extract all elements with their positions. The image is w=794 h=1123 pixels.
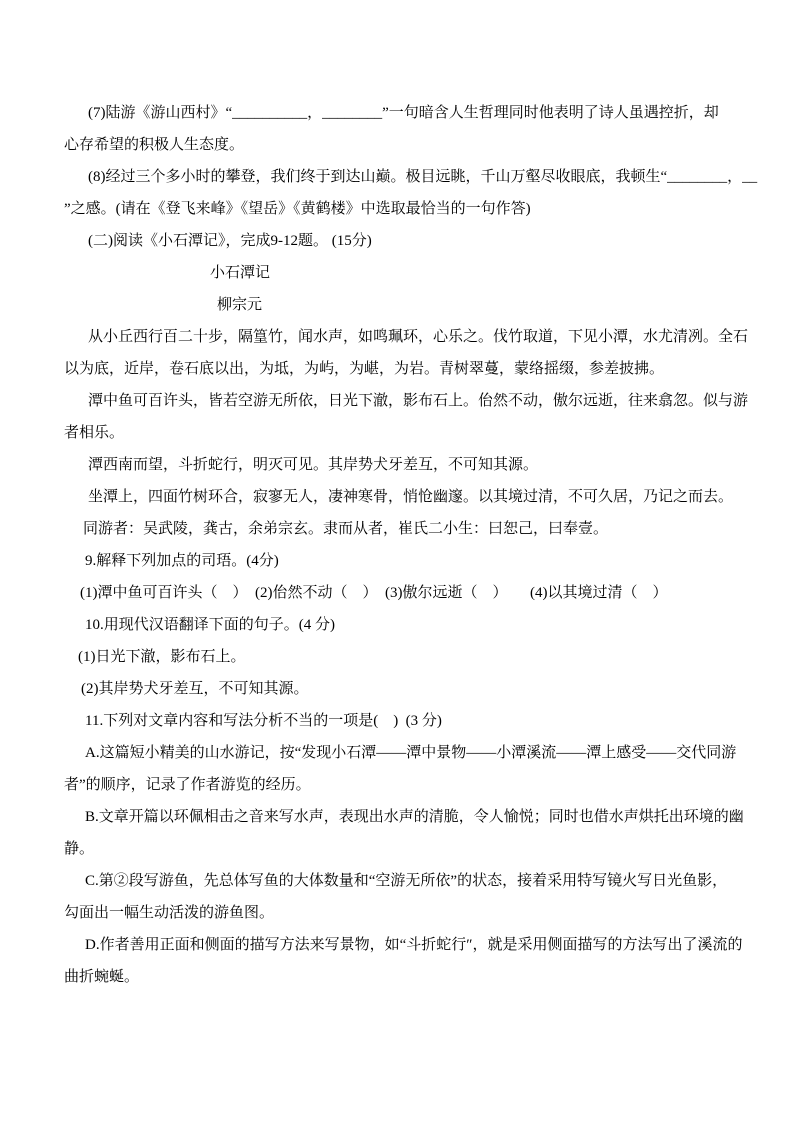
q10-item-1: (1)日光下澈，影布石上。: [78, 649, 246, 665]
q11-option-c-line-2: 勾面出一幅生动活泼的游鱼图。: [64, 905, 275, 921]
passage-p5: 同游者：吴武陵，龚古，余弟宗玄。隶而从者，崔氏二小生：曰恕己，曰奉壹。: [83, 521, 609, 537]
passage-title: 小石潭记: [210, 265, 271, 281]
q11-option-b-line-2: 静。: [64, 841, 95, 857]
q7-line-1: (7)陆游《游山西村》“__________，________”一句暗含人生哲理同时他表明了诗人虽遇控折，却: [88, 105, 719, 121]
q11-option-a-line-2: 者”的顺序，记录了作者游览的经历。: [64, 777, 311, 793]
q9-items: (1)潭中鱼可百许头（ ） (2)佁然不动（ ） (3)傲尔远逝（ ） (4)以其境过清（ ）: [80, 585, 668, 601]
q11-stem: 11.下列对文章内容和写法分析不当的一项是( ) (3 分): [85, 713, 442, 729]
passage-p1-line-2: 以为底，近岸，卷石底以出，为坻，为屿，为嵁，为岩。青树翠蔓，蒙络摇缀，参差披拂。: [64, 361, 665, 377]
q11-option-d-line-1: D.作者善用正面和侧面的描写方法来写景物，如“斗折蛇行″，就是采用侧面描写的方法写出了溪流的: [85, 937, 743, 953]
q11-option-d-line-2: 曲折蜿蜒。: [64, 969, 140, 985]
q10-stem: 10.用现代汉语翻译下面的句子。(4 分): [85, 617, 335, 633]
q11-option-a-line-1: A.这篇短小精美的山水游记，按“发现小石潭——潭中景物——小潭溪流——潭上感受——交代同游: [85, 745, 737, 761]
passage-author: 柳宗元: [217, 297, 263, 313]
passage-p2-line-1: 潭中鱼可百许头，皆若空游无所依，日光下澈，影布石上。佁然不动，傲尔远逝，往来翕忽。似与游: [88, 393, 749, 409]
passage-p1-line-1: 从小丘西行百二十步，隔篁竹，闻水声，如鸣珮环，心乐之。伐竹取道，下见小潭，水尤清冽。全石: [88, 329, 749, 345]
q11-option-b-line-1: B.文章开篇以环佩相击之音来写水声，表现出水声的清脆，令人愉悦；同时也借水声烘托出环境的幽: [85, 809, 744, 825]
q11-option-c-line-1: C.第②段写游鱼，先总体写鱼的大体数量和“空游无所依”的状态，接着采用特写镜火写日光鱼影，: [85, 873, 728, 889]
q8-line-1: (8)经过三个多小时的攀登，我们终于到达山巅。极目远眺，千山万壑尽收眼底，我顿生“________，__: [88, 169, 758, 185]
q9-stem: 9.解释下列加点的司珸。(4分): [85, 553, 279, 569]
passage-p4: 坐潭上，四面竹树环合，寂寥无人，凄神寒骨，悄怆幽邃。以其境过清，不可久居，乃记之而去。: [88, 489, 734, 505]
q8-line-2: ”之感。(请在《登飞来峰》《望岳》《黄鹤楼》中选取最恰当的一句作答): [64, 201, 531, 217]
section-2-header: (二)阅读《小石潭记》，完成9-12题。 (15分): [88, 233, 372, 249]
passage-p3: 潭西南而望，斗折蛇行，明灭可见。其岸势犬牙差互，不可知其源。: [88, 457, 539, 473]
document-text: [64, 97, 758, 993]
q7-line-2: 心存希望的积极人生态度。: [64, 137, 245, 153]
q10-item-2: (2)其岸势犬牙差互，不可知其源。: [81, 681, 309, 697]
passage-p2-line-2: 者相乐。: [64, 425, 125, 441]
